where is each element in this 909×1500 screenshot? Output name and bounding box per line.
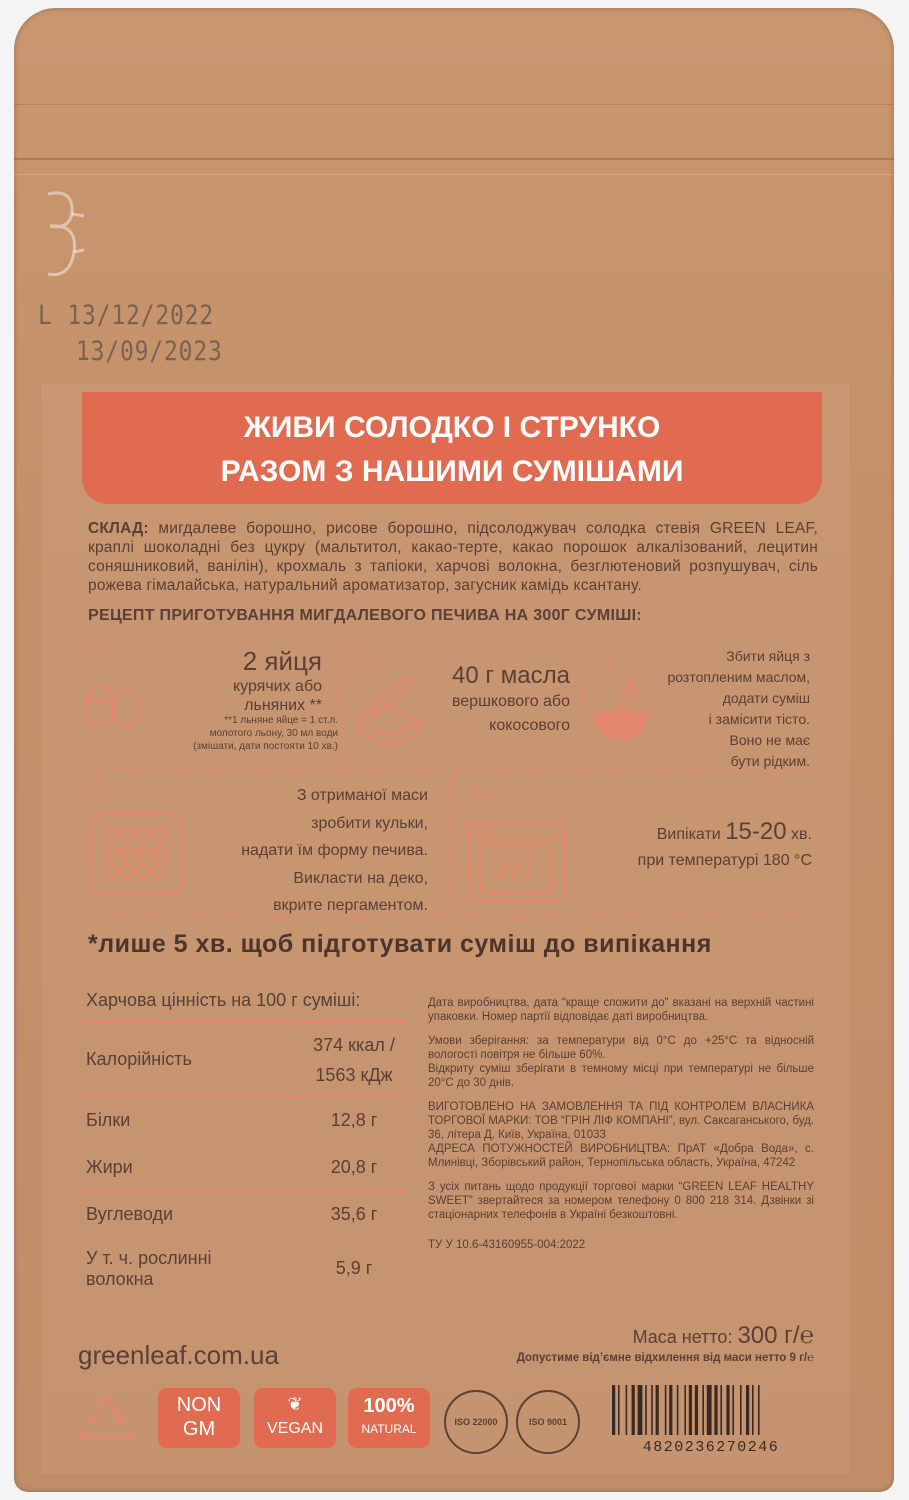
nutrient-name: Жири xyxy=(78,1144,300,1191)
barcode-bar xyxy=(702,1385,704,1435)
net-weight xyxy=(500,1322,814,1350)
barcode-bar xyxy=(632,1385,635,1435)
nutrient-name-line: волокна xyxy=(86,1268,154,1289)
step-5-minutes: 15-20 xyxy=(725,818,787,845)
iso-22000-seal: ISO 22000 xyxy=(444,1390,508,1454)
natural-badge xyxy=(348,1388,430,1448)
barcode-bar xyxy=(684,1385,686,1435)
nutrient-name: Білки xyxy=(78,1097,300,1144)
barcode-bar xyxy=(612,1385,615,1435)
seal-line xyxy=(14,104,894,105)
step-3-line: Воно не має xyxy=(729,732,810,748)
nutrient-name-line: У т. ч. рослинні xyxy=(86,1247,212,1268)
non-gmo-text: GM xyxy=(182,1418,216,1440)
step-4-line: надати їм форму печива. xyxy=(241,842,428,859)
net-weight-label: Маса нетто: xyxy=(632,1327,733,1347)
banner-line-1: ЖИВИ СОЛОДКО І СТРУНКО xyxy=(243,411,661,444)
step-4-line: Викласти на деко, xyxy=(293,869,428,887)
nutrient-value-line: 374 ккал / xyxy=(313,1034,395,1055)
production-date: L 13/12/2022 xyxy=(38,300,215,331)
slogan-banner xyxy=(82,392,822,504)
natural-text: NATURAL xyxy=(361,1422,417,1436)
step-1-headline: 2 яйця xyxy=(242,646,322,676)
nutrient-name: Вуглеводи xyxy=(78,1191,300,1238)
barcode-bar xyxy=(665,1385,667,1435)
step-3-line: Збити яйця з xyxy=(726,648,810,664)
barcode-bar xyxy=(651,1385,653,1435)
table-row xyxy=(78,1144,408,1191)
step-1-note-line: (змішати, дати постояти 10 хв.) xyxy=(193,741,338,752)
barcode-bar xyxy=(695,1385,698,1435)
barcode-bar xyxy=(638,1385,643,1435)
barcode-bar xyxy=(656,1385,659,1435)
step-5-number: 5 xyxy=(468,786,490,808)
zipper-strip xyxy=(14,158,894,175)
barcode-bar xyxy=(669,1385,672,1435)
info-tu: ТУ У 10.6-43160955-004:2022 xyxy=(428,1239,586,1251)
step-3-number: 3 xyxy=(596,648,618,670)
nutrient-value: 12,8 г xyxy=(300,1097,409,1144)
step-5-unit: хв. xyxy=(791,826,812,843)
oven-icon xyxy=(466,822,566,902)
step-5-temperature: при температурі 180 °С xyxy=(637,852,812,869)
barcode xyxy=(608,1385,814,1455)
natural-percent: 100% xyxy=(363,1395,415,1417)
step-3-line: і замісити тісто. xyxy=(708,711,810,727)
iso-9001-seal: ISO 9001 xyxy=(516,1390,580,1454)
step-2-line: кокосового xyxy=(489,717,570,734)
info-storage: Умови зберігання: за температури від 0°С до +25°С та відносній вологості повітря не більше 60%. xyxy=(428,1035,814,1061)
best-before-date: 13/09/2023 xyxy=(76,336,223,367)
hang-hole-icon xyxy=(38,186,84,296)
nutrient-value: 20,8 г xyxy=(300,1144,409,1191)
step-5-text xyxy=(580,818,812,870)
step-2-line: вершкового або xyxy=(451,693,570,710)
step-2-text xyxy=(420,662,570,738)
barcode-bar xyxy=(618,1385,620,1435)
barcode-bar xyxy=(720,1385,722,1435)
nutrition-table xyxy=(78,1022,408,1300)
nutrient-value: 35,6 г xyxy=(300,1191,409,1238)
non-gmo-badge xyxy=(158,1388,240,1448)
barcode-bar xyxy=(752,1385,754,1435)
info-production-address: АДРЕСА ПОТУЖНОСТЕЙ ВИРОБНИЦТВА: ПрАТ «Добра Вода», с. Млинівці, Зборівський район, Тернопільська область, Україна, 47242 xyxy=(428,1143,814,1169)
step-4-line: вкрите пергаментом. xyxy=(273,897,428,914)
step-4-number: 4 xyxy=(84,780,106,802)
banner-line-2: РАЗОМ З НАШИМИ СУМІШАМИ xyxy=(220,455,684,488)
barcode-bar xyxy=(758,1385,760,1435)
info-dates: Дата виробництва, дата “краще спожити до” вказані на верхній частині упаковки. Номер партії відповідає даті виробництва. xyxy=(428,997,814,1023)
barcode-bar xyxy=(732,1385,734,1435)
net-weight-value: 300 г/℮ xyxy=(737,1322,814,1349)
non-gmo-text: NON xyxy=(176,1394,222,1416)
step-1-number: 1 xyxy=(86,640,108,662)
nutrient-name: Калорійність xyxy=(78,1023,300,1097)
barcode-bar xyxy=(645,1385,647,1435)
baking-tray-icon xyxy=(88,810,184,896)
table-row xyxy=(78,1023,408,1097)
step-3-line: розтопленим маслом, xyxy=(667,669,810,685)
step-2-number: 2 xyxy=(356,648,378,670)
vegan-text: VEGAN xyxy=(266,1420,323,1437)
barcode-bar xyxy=(726,1385,729,1435)
net-tolerance: Допустиме від’ємне відхилення від маси нетто 9 г/℮ xyxy=(516,1352,814,1364)
composition-text: мигдалеве борошно, рисове борошно, підсолоджувач солодка стевія GREEN LEAF, краплі шоколадні без цукру (мальтитол, какао-терте, какао порошок алкалізований, лецитин соняшниковий, ванілін), крохмаль з тапіоки, харчові волокна, безглютеновий розпушувач, сіль рожева гімалайська, натуральний ароматизатор, загусник камідь ксантану. xyxy=(88,520,818,594)
step-2-headline: 40 г масла xyxy=(452,662,570,689)
recipe-title: РЕЦЕПТ ПРИГОТУВАННЯ МИГДАЛЕВОГО ПЕЧИВА НА 300Г СУМІШІ: xyxy=(88,607,642,624)
step-4-line: зробити кульки, xyxy=(311,814,428,832)
step-1-note-line: **1 льняне яйце = 1 ст.л. xyxy=(224,715,338,726)
barcode-number: 4820236270246 xyxy=(642,1439,780,1456)
step-1-line: курячих або xyxy=(232,678,322,695)
nutrient-name xyxy=(78,1238,300,1300)
table-row xyxy=(78,1097,408,1144)
barcode-bar xyxy=(746,1385,749,1435)
step-5-bake-label: Випікати xyxy=(656,826,721,843)
prep-time-slogan: *лише 5 хв. щоб підготувати суміш до випікання xyxy=(88,930,712,958)
step-1-text xyxy=(150,646,322,715)
step-5-time xyxy=(580,818,812,846)
barcode-bar xyxy=(740,1385,742,1435)
nutrition-title: Харчова цінність на 100 г суміші: xyxy=(86,990,361,1010)
barcode-bar xyxy=(714,1385,717,1435)
step-1-line: льняних ** xyxy=(244,697,322,714)
step-3-line: додати суміш xyxy=(722,690,810,706)
barcode-bar xyxy=(689,1385,692,1435)
nutrient-value: 5,9 г xyxy=(300,1238,409,1300)
step-3-text xyxy=(650,646,810,772)
step-3-line: бути рідким. xyxy=(730,753,810,769)
info-block xyxy=(428,996,814,1252)
info-opened: Відкриту суміш зберігати в темному місці при температурі не більше 20°С до 30 днів. xyxy=(428,1063,814,1089)
leaf-icon: ❦ xyxy=(287,1394,303,1414)
nutrient-value-line: 1563 кДж xyxy=(315,1064,393,1085)
vegan-badge xyxy=(254,1388,336,1448)
website: greenleaf.com.ua xyxy=(78,1340,279,1370)
barcode-bar xyxy=(626,1385,628,1435)
table-row xyxy=(78,1238,408,1300)
barcode-bars xyxy=(608,1385,814,1435)
composition-label: СКЛАД: xyxy=(88,520,149,537)
barcode-bar xyxy=(677,1385,679,1435)
step-1-note xyxy=(124,714,338,753)
recycle-code: 81 xyxy=(114,1407,128,1421)
nutrient-value xyxy=(300,1023,409,1097)
info-manufacturer: ВИГОТОВЛЕНО НА ЗАМОВЛЕННЯ ТА ПІД КОНТРОЛЕМ ВЛАСНИКА ТОРГОВОЇ МАРКИ: ТОВ “ГРІН ЛІФ КОМПАНІ”, вул. Саксаганського, буд. 36, літера Д, Київ, Україна, 01033 xyxy=(428,1101,814,1141)
step-1-note-line: молотого льону, 30 мл води xyxy=(209,728,338,739)
butter-knife-icon xyxy=(350,672,424,750)
step-4-text xyxy=(196,782,428,920)
recycle-icon xyxy=(70,1388,142,1452)
table-row xyxy=(78,1191,408,1238)
info-contact: З усіх питань щодо продукції торгової марки “GREEN LEAF HEALTHY SWEET” звертайтеся за номером телефону 0 800 218 314. Дзвінки зі стаціонарних телефонів в Україні безкоштовні. xyxy=(428,1181,814,1221)
barcode-bar xyxy=(707,1385,712,1435)
whisk-bowl-icon xyxy=(588,672,654,744)
composition xyxy=(88,519,818,595)
step-4-line: З отриманої маси xyxy=(296,787,428,804)
